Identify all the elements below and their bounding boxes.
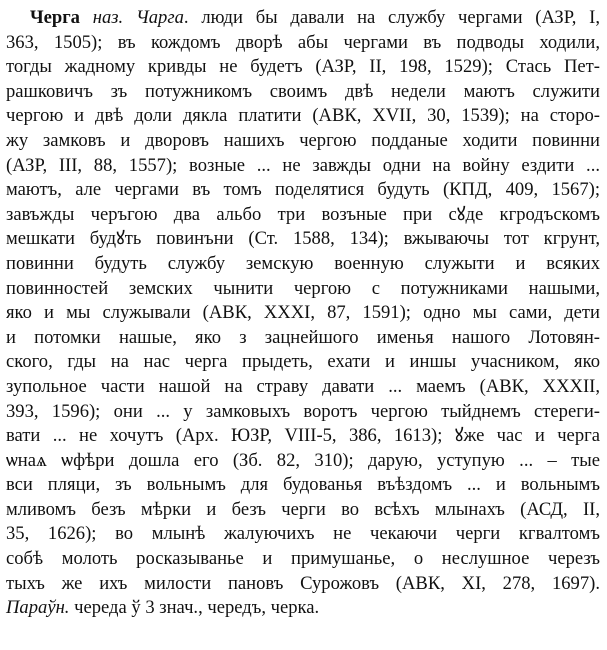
entry-line: собѣ молоть росказыванье и примушанье, о неслушное черезъ [6, 548, 600, 570]
entry-line: маютъ, але чергами въ томъ поделятися будуть (КПД, 409, 1567); [6, 179, 600, 201]
entry-line [6, 596, 600, 621]
entry-text: . люди бы давали на службу чергами (АЗР, І, [183, 7, 600, 28]
entry-line: (АЗР, ІІІ, 88, 1557); возные ... не завжды одни на войну ездити ... [6, 154, 600, 176]
part-of-speech-label: наз. [92, 7, 124, 28]
entry-line [6, 6, 600, 31]
parallels-label: Параўн. [6, 597, 70, 619]
parallels-text: череда ў 3 знач., чередъ, черка. [69, 597, 320, 619]
entry-line: и потомки нашые, яко з зацнейшого именья нашого Лотовян- [6, 326, 600, 348]
entry-line: вати ... не хочутъ (Арх. ЮЗР, VIII-5, 386, 1613); ꙋже час и черга [6, 425, 600, 447]
entry-line: ского, гды на нас черга прыдеть, ехати и иншы учасником, яко [6, 351, 600, 373]
entry-line: мешкати будꙋть повинъни (Ст. 1588, 134); вжываючы тот кгрунт, [6, 228, 601, 250]
entry-line: 363, 1505); въ кождомъ дворѣ абы чергами въ подводы ходили, [6, 31, 600, 53]
dictionary-entry [6, 6, 600, 621]
entry-line: 393, 1596); они ... у замковыхъ воротъ чергою тыйднемъ стереги- [6, 400, 600, 422]
entry-line: мливомъ безъ мѣрки и безъ черги во всѣхъ млынахъ (АСД, ІІ, [6, 498, 600, 520]
entry-line: ѡнаѧ ѡфѣри дошла его (Зб. 82, 310); дарую, уступую ... – тые [6, 449, 600, 471]
entry-line: зупольное части нашой на страву давати ... маемъ (АВК, XXXII, [6, 375, 600, 397]
entry-line: повинностей земских чынити чергою с потужниками нашыми, [6, 277, 600, 299]
headword: Черга [30, 7, 80, 28]
entry-line: жу замковъ и дворовъ нашихъ чергою подданые ходити повинни [6, 129, 600, 151]
entry-line: тыхъ же ихъ милости пановъ Сурожовъ (АВК, XI, 278, 1697). [6, 572, 600, 594]
entry-line: рашковичъ зъ потужникомъ своимъ двѣ недели маютъ служити [6, 80, 600, 102]
entry-line: яко и мы служывали (АВК, XXXI, 87, 1591); одно мы сами, дети [6, 302, 600, 324]
variant-form: Чарга [135, 7, 184, 28]
entry-line: тогды жадному кривды не будетъ (АЗР, ІІ, 198, 1529); Стась Пет- [6, 56, 600, 78]
entry-line: 35, 1626); во млынѣ жалуючихъ не чекаючи черги кгвалтомъ [6, 523, 600, 545]
entry-line: чергою и двѣ доли дякла платити (АВК, XVII, 30, 1539); на сторо- [6, 105, 600, 127]
entry-line: вси пляци, зъ вольнымъ для будованья въѣздомъ ... и вольнымъ [6, 474, 600, 496]
entry-line: повинни будуть службу земскую военную служыти и всяких [6, 252, 600, 274]
entry-line: завъжды черъгою два альбо три возъные при сꙋде кгродъскомъ [6, 203, 600, 225]
